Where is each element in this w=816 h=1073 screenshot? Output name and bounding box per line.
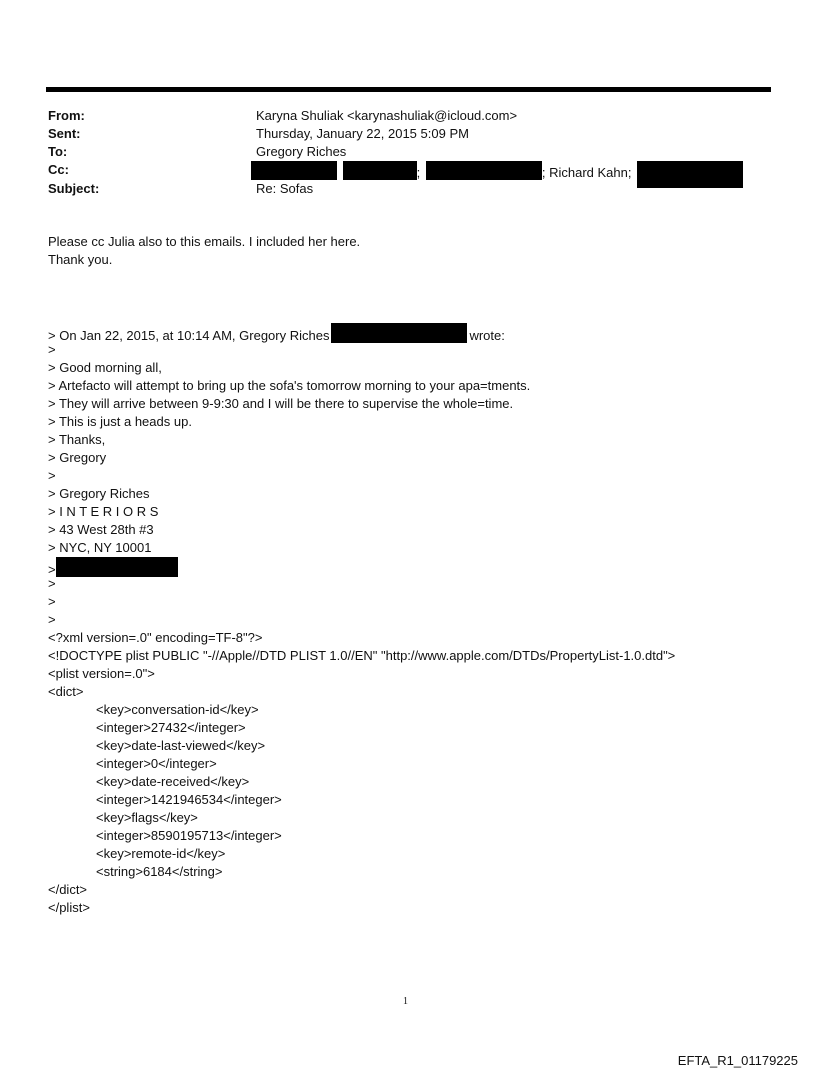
document-id: EFTA_R1_01179225 — [677, 1053, 798, 1068]
xml-dict-entries — [48, 701, 675, 881]
xml-line: </plist> — [48, 900, 90, 915]
sent-value: Thursday, January 22, 2015 5:09 PM — [256, 126, 469, 141]
redaction-box — [637, 161, 743, 188]
xml-dict-line: <string>6184</string> — [96, 864, 223, 879]
sent-label: Sent: — [48, 126, 81, 141]
xml-dict-line: <key>date-last-viewed</key> — [96, 738, 266, 753]
from-label: From: — [48, 108, 85, 123]
quoted-intro — [48, 323, 530, 341]
message-line: Please cc Julia also to this emails. I included her here. — [48, 234, 361, 249]
xml-line: <plist version=.0"> — [48, 666, 155, 681]
redaction-box — [251, 161, 337, 180]
quoted-line: > This is just a heads up. — [48, 414, 192, 429]
quoted-marker: > — [48, 562, 56, 577]
quoted-line: > They will arrive between 9-9:30 and I will be there to supervise the whole=time. — [48, 396, 514, 411]
xml-dict-line: <key>remote-id</key> — [96, 846, 226, 861]
xml-block — [48, 629, 675, 917]
redaction-box — [426, 161, 542, 180]
redaction-box — [331, 323, 467, 343]
xml-dict-line: <key>date-received</key> — [96, 774, 250, 789]
message-body — [48, 233, 360, 269]
quoted-line: > — [48, 468, 56, 483]
quoted-line: > Thanks, — [48, 432, 106, 447]
quoted-message — [48, 323, 530, 629]
cc-label: Cc: — [48, 162, 69, 177]
xml-dict-line: <key>flags</key> — [96, 810, 198, 825]
quoted-line: > Gregory Riches — [48, 486, 150, 501]
quoted-line: > Gregory — [48, 450, 107, 465]
xml-dict-line: <integer>27432</integer> — [96, 720, 246, 735]
cc-value — [251, 161, 743, 188]
quoted-line: > — [48, 594, 56, 609]
quoted-line: > I N T E R I O R S — [48, 504, 159, 519]
redaction-box — [56, 557, 178, 577]
to-value: Gregory Riches — [256, 144, 347, 159]
header-rule — [46, 87, 771, 92]
xml-dict-line: <key>conversation-id</key> — [96, 702, 259, 717]
quoted-line: > — [48, 576, 56, 591]
quoted-redacted-line — [48, 557, 530, 575]
quoted-line: > NYC, NY 10001 — [48, 540, 152, 555]
message-line: Thank you. — [48, 252, 113, 267]
from-value: Karyna Shuliak <karynashuliak@icloud.com> — [256, 108, 518, 123]
xml-dict-line: <integer>8590195713</integer> — [96, 828, 282, 843]
quoted-line: > 43 West 28th #3 — [48, 522, 154, 537]
redaction-box — [343, 161, 417, 180]
page-number: 1 — [403, 996, 408, 1007]
subject-value: Re: Sofas — [256, 181, 314, 196]
quoted-line: > — [48, 342, 56, 357]
quoted-intro-text: > On Jan 22, 2015, at 10:14 AM, Gregory Riches — [48, 328, 330, 343]
quoted-line: > Artefacto will attempt to bring up the sofa's tomorrow morning to your apa=tments. — [48, 378, 531, 393]
cc-separator: ; — [416, 165, 421, 180]
quoted-intro-wrote: wrote: — [469, 328, 505, 343]
quoted-line: > — [48, 612, 56, 627]
xml-line: <dict> — [48, 684, 84, 699]
quoted-line: > Good morning all, — [48, 360, 162, 375]
xml-line: <?xml version=.0" encoding=TF-8"?> — [48, 630, 263, 645]
xml-line: <!DOCTYPE plist PUBLIC "-//Apple//DTD PLIST 1.0//EN" "http://www.apple.com/DTDs/PropertyList-1.0.dtd"> — [48, 648, 676, 663]
xml-dict-line: <integer>0</integer> — [96, 756, 217, 771]
xml-line: </dict> — [48, 882, 88, 897]
subject-label: Subject: — [48, 181, 100, 196]
xml-dict-line: <integer>1421946534</integer> — [96, 792, 282, 807]
cc-separator: ; Richard Kahn; — [541, 165, 632, 180]
to-label: To: — [48, 144, 68, 159]
